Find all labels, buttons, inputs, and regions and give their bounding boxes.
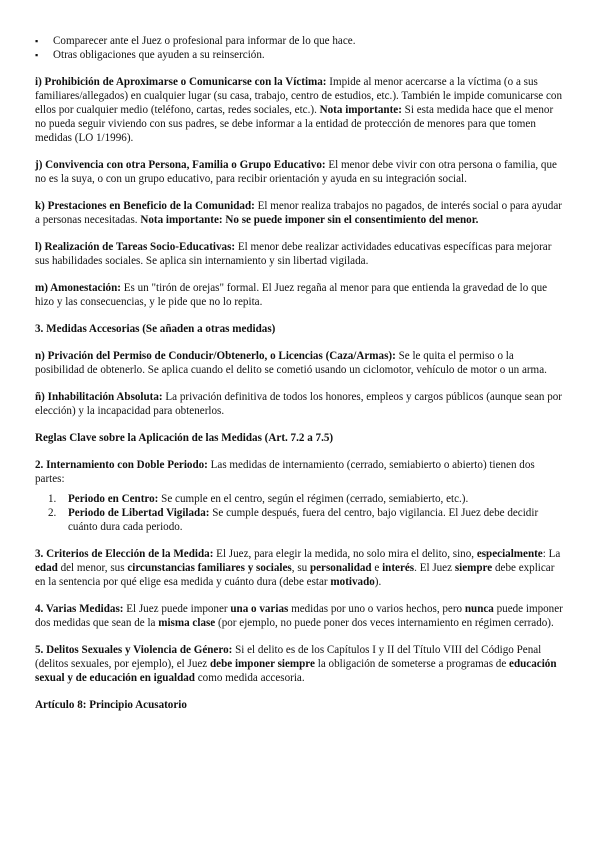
paragraph-k: k) Prestaciones en Beneficio de la Comunidad: El menor realiza trabajos no pagados, de interés social o para ayudar a personas necesitadas. Nota importante: No se puede imponer sin el consentimiento del menor. <box>35 200 562 226</box>
measure-heading: n) Privación del Permiso de Conducir/Obtenerlo, o Licencias (Caza/Armas): <box>35 350 396 362</box>
rules-heading: Reglas Clave sobre la Aplicación de las Medidas (Art. 7.2 a 7.5) <box>35 432 334 444</box>
rule-3: 3. Criterios de Elección de la Medida: El Juez, para elegir la medida, no solo mira el delito, sino, especialmente: La edad del menor, sus circunstancias familiares y sociales, su personalidad e interés. El Juez siempre debe explicar en la sentencia por qué elige esa medida y cuánto dura (debe estar motivado). <box>35 548 561 588</box>
paragraph-j: j) Convivencia con otra Persona, Familia o Grupo Educativo: El menor debe vivir con otra persona o familia, que no es la suya, o con un grupo educativo, para recibir orientación y ayuda en su integración social. <box>35 159 557 185</box>
rule-2: 2. Internamiento con Doble Periodo: Las medidas de internamiento (cerrado, semiabierto o abierto) tienen dos partes: <box>35 459 535 485</box>
document-page <box>35 34 565 712</box>
paragraph-n: n) Privación del Permiso de Conducir/Obtenerlo, o Licencias (Caza/Armas): Se le quita el permiso o la posibilidad de obtenerlo. Se aplica cuando el delito se cometió usando un ciclomotor, vehículo de motor o un arma. <box>35 350 547 376</box>
list-item: ▪ Otras obligaciones que ayuden a su reinserción. <box>53 48 565 62</box>
measure-heading: i) Prohibición de Aproximarse o Comunicarse con la Víctima: <box>35 76 327 88</box>
measure-heading: j) Convivencia con otra Persona, Familia o Grupo Educativo: <box>35 159 326 171</box>
section-heading: 3. Medidas Accesorias (Se añaden a otras medidas) <box>35 323 276 335</box>
rule-5: 5. Delitos Sexuales y Violencia de Género: Si el delito es de los Capítulos I y II del Título VIII del Código Penal (delitos sexuales, por ejemplo), el Juez debe imponer siempre la obligación de someterse a programas de educación sexual y de educación en igualdad como medida accesoria. <box>35 644 557 684</box>
list-item: 2. Periodo de Libertad Vigilada: Se cumple después, fuera del centro, bajo vigilancia. El Juez debe decidir cuánto dura cada periodo. <box>48 507 539 533</box>
list-item: 1. Periodo en Centro: Se cumple en el centro, según el régimen (cerrado, semiabierto, etc.). <box>48 493 469 505</box>
obligations-list <box>35 34 565 62</box>
list-item: ▪ Comparecer ante el Juez o profesional para informar de lo que hace. <box>53 34 565 48</box>
paragraph-i: i) Prohibición de Aproximarse o Comunicarse con la Víctima: Impide al menor acercarse a la víctima (o a sus familiares/allegados) en cualquier lugar (su casa, trabajo, centro de estudios, etc.). También le impide comunicarse con ellos por cualquier medio (teléfono, cartas, redes sociales, etc.). Nota importante: Si esta medida hace que el menor no pueda seguir viviendo con sus padres, se debe informar a la entidad de protección de menores para que tomen medidas (LO 1/1996). <box>35 76 563 144</box>
measure-heading: k) Prestaciones en Beneficio de la Comunidad: <box>35 200 255 212</box>
paragraph-nn: ñ) Inhabilitación Absoluta: La privación definitiva de todos los honores, empleos y cargos públicos (aunque sean por elección) y la incapacidad para obtenerlos. <box>35 391 563 417</box>
measure-heading: l) Realización de Tareas Socio-Educativas: <box>35 241 236 253</box>
paragraph-m: m) Amonestación: Es un "tirón de orejas" formal. El Juez regaña al menor para que entienda la gravedad de lo que hizo y las consecuencias, y le pide que no lo repita. <box>35 282 548 308</box>
article-heading: Artículo 8: Principio Acusatorio <box>35 699 187 711</box>
rule-2-list <box>35 492 565 534</box>
measure-heading: m) Amonestación: <box>35 282 121 294</box>
rule-4: 4. Varias Medidas: El Juez puede imponer una o varias medidas por uno o varios hechos, pero nunca puede imponer dos medidas que sean de la misma clase (por ejemplo, no puede poner dos veces internamiento en régimen cerrado). <box>35 603 563 629</box>
rule-heading: 4. Varias Medidas: <box>35 603 124 615</box>
important-note: Nota importante: No se puede imponer sin el consentimiento del menor. <box>140 214 479 226</box>
important-note-label: Nota importante: <box>319 104 402 116</box>
paragraph-l: l) Realización de Tareas Socio-Educativas: El menor debe realizar actividades educativas específicas para mejorar sus habilidades sociales. Se aplica sin internamiento y sin libertad vigilada. <box>35 241 552 267</box>
measure-heading: ñ) Inhabilitación Absoluta: <box>35 391 163 403</box>
rule-heading: 3. Criterios de Elección de la Medida: <box>35 548 214 560</box>
rule-heading: 5. Delitos Sexuales y Violencia de Género: <box>35 644 233 656</box>
rule-heading: 2. Internamiento con Doble Periodo: <box>35 459 208 471</box>
